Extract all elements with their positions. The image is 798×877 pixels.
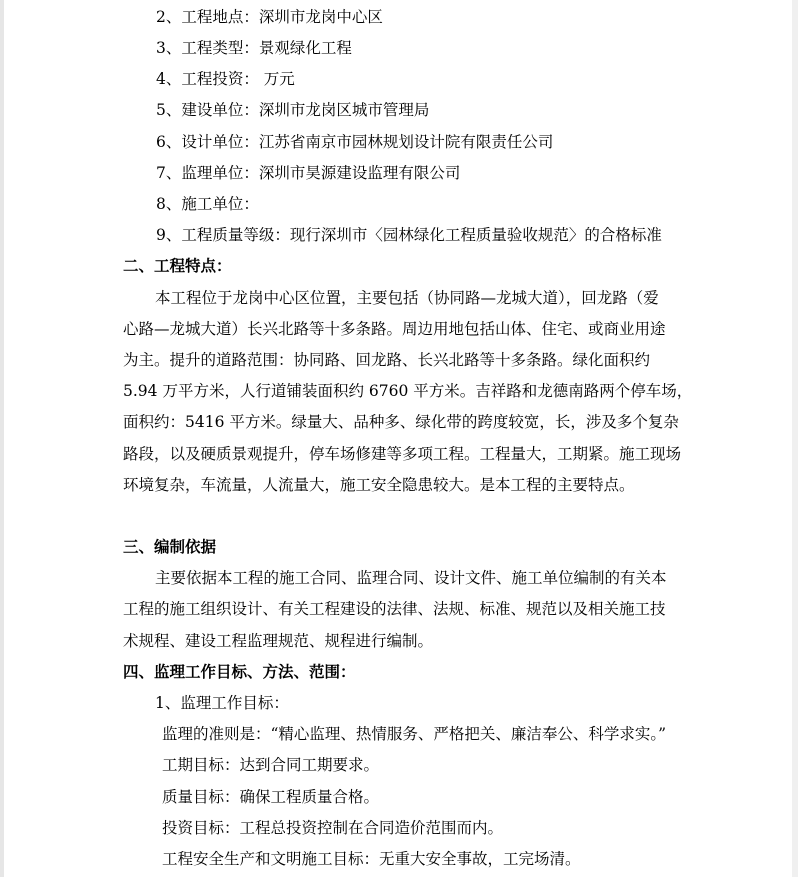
- objective-line: 监理的准则是：“精心监理、热情服务、严格把关、廉洁奉公、科学求实。”: [162, 725, 667, 743]
- paragraph-line: 本工程位于龙岗中心区位置，主要包括（协同路—龙城大道），回龙路（爱: [155, 289, 659, 307]
- sub-heading-objectives: 1、监理工作目标：: [155, 694, 289, 712]
- section-heading-objectives: 四、监理工作目标、方法、范围：: [123, 662, 356, 681]
- paragraph-line: 为主。提升的道路范围：协同路、回龙路、长兴北路等十多条路。绿化面积约: [123, 351, 651, 369]
- paragraph-line: 术规程、建设工程监理规范、规程进行编制。: [123, 632, 434, 650]
- list-item-designer: 6、设计单位：江苏省南京市园林规划设计院有限责任公司: [156, 133, 554, 151]
- paragraph-line: 心路—龙城大道）长兴北路等十多条路。周边用地包括山体、住宅、或商业用途: [123, 320, 666, 338]
- list-item-investment: 4、工程投资： 万元: [156, 70, 295, 88]
- objective-line: 质量目标：确保工程质量合格。: [162, 788, 380, 806]
- paragraph-line: 工程的施工组织设计、有关工程建设的法律、法规、标准、规范以及相关施工技: [123, 600, 666, 618]
- objective-line: 投资目标：工程总投资控制在合同造价范围而内。: [162, 819, 504, 837]
- section-heading-basis: 三、编制依据: [123, 537, 217, 556]
- section-heading-features: 二、工程特点：: [123, 256, 232, 275]
- list-item-location: 2、工程地点：深圳市龙岗中心区: [156, 8, 383, 26]
- paragraph-line: 5.94 万平方米，人行道铺装面积约 6760 平方米。吉祥路和龙德南路两个停车场，: [123, 382, 693, 400]
- list-item-quality-grade: 9、工程质量等级：现行深圳市〈园林绿化工程质量验收规范〉的合格标准: [156, 226, 662, 244]
- list-item-type: 3、工程类型：景观绿化工程: [156, 39, 352, 57]
- list-item-supervisor: 7、监理单位：深圳市昊源建设监理有限公司: [156, 164, 461, 182]
- paragraph-line: 路段，以及硬质景观提升，停车场修建等多项工程。工程量大，工期紧。施工现场: [123, 445, 682, 463]
- objective-line: 工程安全生产和文明施工目标：无重大安全事故，工完场清。: [162, 850, 581, 868]
- paragraph-line: 主要依据本工程的施工合同、监理合同、设计文件、施工单位编制的有关本: [155, 569, 667, 587]
- list-item-contractor: 8、施工单位：: [156, 195, 259, 213]
- paragraph-line: 面积约：5416 平方米。绿量大、品种多、绿化带的跨度较宽，长，涉及多个复杂: [123, 413, 679, 431]
- list-item-owner: 5、建设单位：深圳市龙岗区城市管理局: [156, 101, 430, 119]
- paragraph-line: 环境复杂，车流量，人流量大，施工安全隐患较大。是本工程的主要特点。: [123, 476, 635, 494]
- objective-line: 工期目标：达到合同工期要求。: [162, 756, 380, 774]
